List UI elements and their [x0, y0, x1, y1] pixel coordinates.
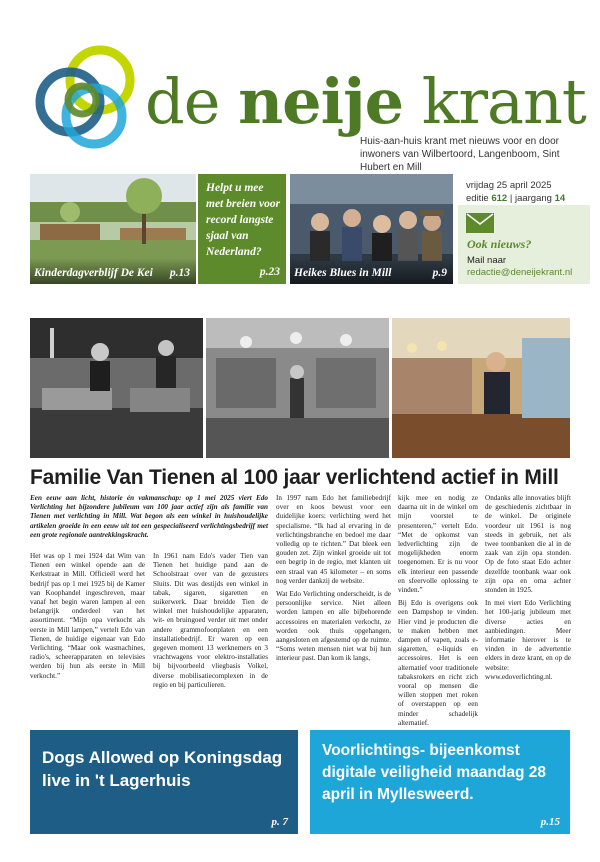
article-lead: Een eeuw aan licht, historie én vakmanschap: op 1 mei 2025 viert Edo Verlichting het bijzondere jubileum van 100 jaar actief zijn als familie van Tienen met verlichting in Mill. Wat begon als een winkel in huishoudelijke artikelen groeide in een eeuw uit tot een gespecialiseerd verlichtingsbedrijf met een grote regionale aantrekkingskracht. [30, 494, 268, 539]
box-page: p. 7 [271, 816, 288, 828]
box-title: Dogs Allowed op Koningsdag live in 't Lagerhuis [42, 748, 283, 790]
article-paragraph: kijk mee en nodig ze daarna uit in de winkel om mijn voorstel te presenteren,” vertelt Edo. “Met de opkomst van ledverlichting zijn de mogelijkheden enorm toegenomen. Er is nu voor elk interieur een passende en sfeervolle oplossing te vinden.” [398, 494, 478, 595]
box-page: p.15 [540, 816, 560, 828]
article-paragraph: Het was op 1 mei 1924 dat Wim van Tienen een winkel opende aan de Kerkstraat in Mill. Officieël werd het bedrijf pas op 1 mei 1925 bij de Kamer van Koophandel ingeschreven, maar vanaf het begin waren lampen al een belangrijk onderdeel van het assortiment. “Mijn opa verkocht als eerste in Mill lampen,” vertelt Edo van Tienen, de huidige eigenaar van Edo Verlichting. “Maar ook wasmachines, radio's, scheerapparaten en televisies werden bij hun als eerste in Mill verkocht.” [30, 552, 145, 680]
article-column-2 [153, 552, 268, 694]
teaser-breien[interactable] [198, 174, 286, 284]
article-paragraph: In mei viert Edo Verlichting het 100-jarig jubileum met diverse acties en aanbiedingen. Meer informatie hierover is te vinden in de advertentie elders in deze krant, en op de website: www.edoverlichting.nl. [485, 599, 571, 681]
historic-shop-photo [30, 318, 203, 458]
teaser-dogs-allowed[interactable] [30, 730, 298, 834]
article-headline: Familie Van Tienen al 100 jaar verlichtend actief in Mill [30, 466, 559, 489]
teaser-page: p.9 [432, 267, 447, 279]
article-paragraph: Bij Edo is overigens ook een Dampshop te vinden. Hier vind je producten die te maken hebben met dampen of vapen, zoals e-sigaretten, e-liquids en accessoires. Het is een alternatief voor traditionele tabaksrokers en richt zich vooral op mensen die willen stoppen met roken of overstappen op een minder schadelijk alternatief. [398, 599, 478, 727]
edition-number: 612 [491, 193, 508, 204]
masthead-title [145, 62, 586, 142]
teaser-voorlichting[interactable] [310, 730, 570, 834]
article-column-4 [398, 494, 478, 732]
news-box-title: Ook nieuws? [467, 237, 532, 251]
article-column-1 [30, 494, 268, 544]
edition-info [466, 179, 565, 205]
historic-lamp-store-photo [206, 318, 389, 458]
edition-date: vrijdag 25 april 2025 [466, 180, 552, 191]
teaser-label: Kinderdagverblijf De Kei [34, 267, 153, 279]
article-column-3 [276, 494, 391, 668]
news-box-email-link[interactable]: redactie@deneijekrant.nl [467, 267, 573, 278]
volume-number: 14 [554, 193, 566, 204]
teaser-page: p.13 [169, 267, 190, 279]
article-column-5 [485, 494, 571, 686]
news-submit-box [458, 205, 590, 284]
masthead-title-bold: neije [238, 65, 404, 138]
shop-owner-photo [392, 318, 570, 458]
teaser-label: Heikes Blues in Mill [294, 267, 392, 279]
masthead-title-part2: krant [403, 65, 586, 138]
masthead-title-part1: de [145, 65, 239, 138]
volume-label: jaargang [514, 193, 552, 204]
logo-icon [30, 44, 142, 156]
box-title: Voorlichtings- bijeenkomst digitale veiligheid maandag 28 april in Myllesweerd. [322, 742, 546, 803]
article-column-1b [30, 552, 145, 685]
edition-separator: | [507, 193, 515, 204]
edition-label: editie [466, 193, 489, 204]
article-paragraph: In 1997 nam Edo het familiebedrijf over en koos bewust voor een duidelijke koers: verlichting werd het specialisme. “Ik had al ervaring in de verlichtingsbranche en bedoel me daar volledig op te richten.” Dat bleek een gouden zet. Zijn winkel groeide uit tot een begrip in de regio, met klanten uit een straal van 45 kilometer – en soms nog verder dankzij de website. [276, 494, 391, 585]
teaser-page: p.23 [259, 266, 280, 278]
article-paragraph: Wat Edo Verlichting onderscheidt, is de persoonlijke service. Niet alleen worden lampen en alle bijbehorende accessoires en materialen verkocht, ze worden ook thuis opgehangen, aangesloten en afgestemd op de ruimte. “Soms weten mensen niet wat bij hun interieur past. Dan kom ik langs, [276, 590, 391, 663]
teaser-heikes-blues[interactable] [290, 174, 453, 284]
article-paragraph: Ondanks alle innovaties blijft de geschiedenis zichtbaar in de winkel. De originele voordeur uit 1961 is nog steeds in gebruik, net als twee toonbanken die al in de zaak van zijn opa stonden. Op de foto staat Edo achter dezelfde toonbank waar ook zijn opa en oma achter stonden in 1925. [485, 494, 571, 595]
news-box-line: Mail naar [467, 255, 507, 266]
teaser-label: Helpt u mee met breien voor record langste sjaal van Nederland? [206, 182, 281, 258]
envelope-icon [466, 213, 494, 233]
teaser-kinderdagverblijf[interactable] [30, 174, 196, 284]
article-paragraph: In 1961 nam Edo's vader Tien van Tienen het huidige pand aan de Schoolstraat over van de gezusters Sluits. Dit was destijds een winkel in tabak, sigaren, sigaretten en suikerwerk. Daar breidde Tien de winkel met huishoudelijke apparaten, wit- en bruingoed verder uit met onder andere grammofoonplaten en een installatiebedrijf. Er waren op een gegeven moment 13 werknemers en 3 vrachtwagens voor elektro-installaties bij bijvoorbeeld vliegbasis Volkel, diverse mobilisatiecomplexen in de regio en bij particulieren. [153, 552, 268, 689]
masthead-tagline: Huis-aan-huis krant met nieuws voor en door inwoners van Wilbertoord, Langenboom, Sint Hubert en Mill [360, 136, 560, 173]
